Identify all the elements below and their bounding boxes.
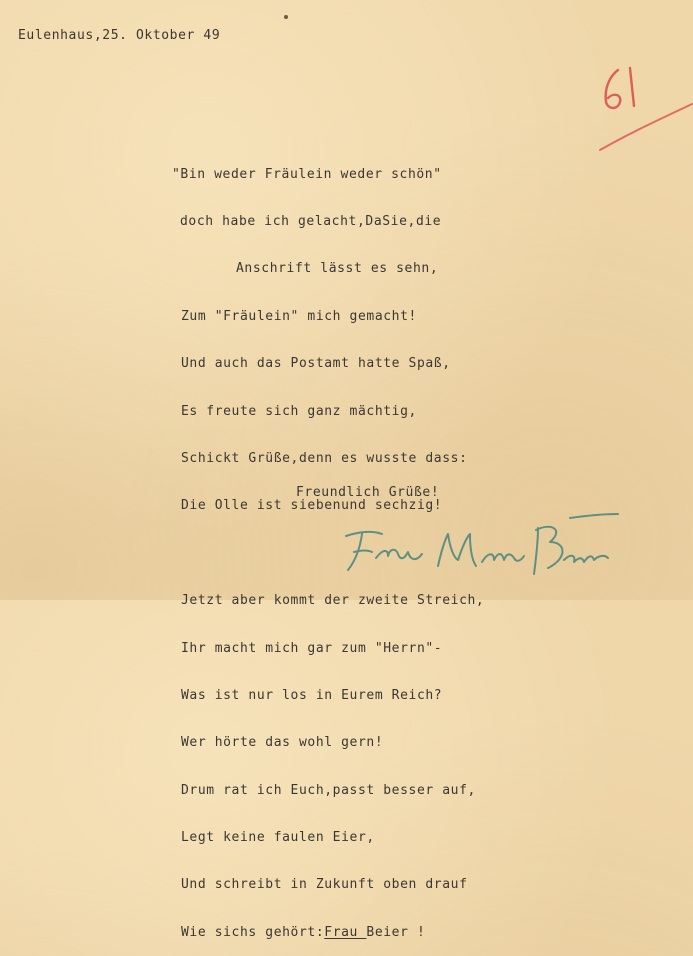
handwritten-page-number <box>598 62 693 157</box>
signature-marie <box>438 534 524 566</box>
last-line-suffix: Beier ! <box>366 924 426 940</box>
poem-line: Und auch das Postamt hatte Spaß, <box>181 356 451 372</box>
last-line-prefix: Wie sichs gehört: <box>181 924 325 940</box>
poem-line: Legt keine faulen Eier, <box>181 830 375 846</box>
poem-line: "Bin weder Fräulein weder schön" <box>172 166 442 182</box>
closing-greeting: Freundlich Grüße! <box>296 485 440 500</box>
handwritten-signature <box>338 508 628 588</box>
page-number-digit-1 <box>630 68 634 106</box>
poem-line: Ihr macht mich gar zum "Herrn"- <box>181 640 443 656</box>
poem-last-line <box>172 925 484 941</box>
poem-line: doch habe ich gelacht,DaSie,die <box>180 213 442 229</box>
poem-line: Es freute sich ganz mächtig, <box>181 403 417 419</box>
page-number-digit-6 <box>606 70 621 108</box>
page-number-underline <box>600 104 692 150</box>
poem-line: Zum "Fräulein" mich gemacht! <box>181 308 417 324</box>
poem-line: Und schreibt in Zukunft oben drauf <box>181 877 468 893</box>
poem-line: Wer hörte das wohl gern! <box>181 735 384 751</box>
signature-frau <box>346 532 422 570</box>
poem-line: Schickt Grüße,denn es wusste dass: <box>181 450 468 466</box>
last-line-underlined: Frau <box>324 924 367 940</box>
poem-line: Jetzt aber kommt der zweite Streich, <box>181 593 485 609</box>
poem-line: Was ist nur los in Eurem Reich? <box>181 687 443 703</box>
signature-beier <box>534 514 618 574</box>
place-date-line: Eulenhaus,25. Oktober 49 <box>18 28 221 43</box>
poem-line: Anschrift lässt es sehn, <box>236 261 439 277</box>
poem-line: Die Olle ist siebenund sechzig! <box>181 498 443 514</box>
paper-speck <box>284 15 288 19</box>
poem-line: Drum rat ich Euch,passt besser auf, <box>181 782 476 798</box>
